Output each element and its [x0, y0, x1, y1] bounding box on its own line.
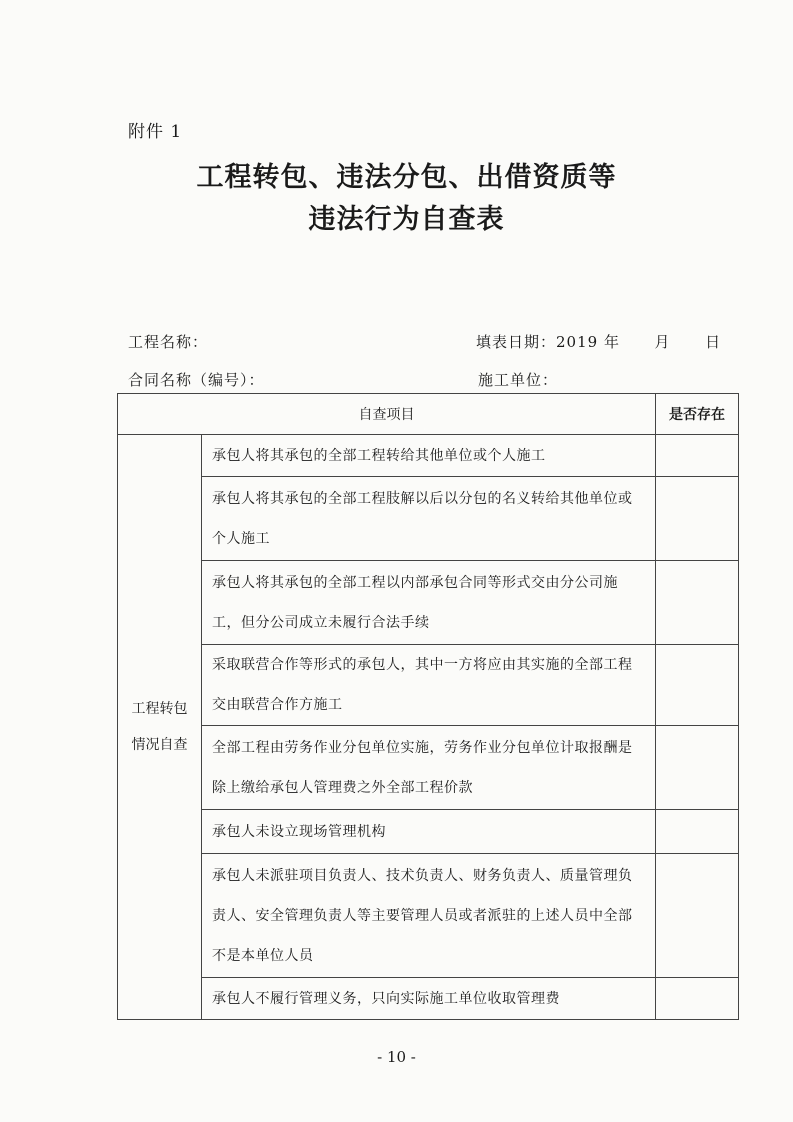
document-title-line-1: 工程转包、违法分包、出借资质等: [196, 162, 617, 193]
table-row: [118, 561, 739, 645]
header-exist: 是否存在: [656, 394, 739, 435]
category-line-1: 工程转包: [131, 701, 188, 717]
fill-date-label: 填表日期：2019 年 月 日: [476, 333, 722, 351]
table-body: [118, 435, 739, 1020]
table-row: [118, 435, 739, 477]
check-item-text: 承包人未设立现场管理机构: [202, 810, 656, 854]
table-row: [118, 810, 739, 854]
table-header-row: [118, 394, 739, 435]
exist-answer-cell[interactable]: [656, 810, 739, 854]
check-item-text: 承包人将其承包的全部工程转给其他单位或个人施工: [202, 435, 656, 477]
table-row: [118, 726, 739, 810]
document-title-line-2: 违法行为自查表: [308, 204, 505, 235]
exist-answer-cell[interactable]: [656, 477, 739, 561]
header-item: 自查项目: [118, 394, 656, 435]
exist-answer-cell[interactable]: [656, 978, 739, 1020]
check-item-text: 承包人将其承包的全部工程肢解以后以分包的名义转给其他单位或个人施工: [202, 477, 656, 561]
construction-unit-label: 施工单位：: [478, 371, 559, 389]
check-item-text: 全部工程由劳务作业分包单位实施，劳务作业分包单位计取报酬是除上缴给承包人管理费之外全部工程价款: [202, 726, 656, 810]
attachment-label: 附件 1: [128, 122, 183, 142]
exist-answer-cell[interactable]: [656, 561, 739, 645]
category-cell: [118, 435, 202, 1020]
project-name-label: 工程名称：: [128, 333, 209, 351]
exist-answer-cell[interactable]: [656, 854, 739, 978]
check-item-text: 承包人将其承包的全部工程以内部承包合同等形式交由分公司施工，但分公司成立未履行合法手续: [202, 561, 656, 645]
check-item-text: 采取联营合作等形式的承包人，其中一方将应由其实施的全部工程交由联营合作方施工: [202, 645, 656, 726]
table-row: [118, 477, 739, 561]
check-item-text: 承包人未派驻项目负责人、技术负责人、财务负责人、质量管理负责人、安全管理负责人等主要管理人员或者派驻的上述人员中全部不是本单位人员: [202, 854, 656, 978]
contract-name-label: 合同名称（编号）：: [128, 371, 265, 389]
table-row: [118, 854, 739, 978]
exist-answer-cell[interactable]: [656, 435, 739, 477]
table-row: [118, 645, 739, 726]
page-number: - 10 -: [377, 1048, 416, 1066]
check-item-text: 承包人不履行管理义务，只向实际施工单位收取管理费: [202, 978, 656, 1020]
exist-answer-cell[interactable]: [656, 726, 739, 810]
self-check-table: [117, 393, 739, 1020]
table-row: [118, 978, 739, 1020]
category-line-2: 情况自查: [131, 737, 188, 753]
exist-answer-cell[interactable]: [656, 645, 739, 726]
